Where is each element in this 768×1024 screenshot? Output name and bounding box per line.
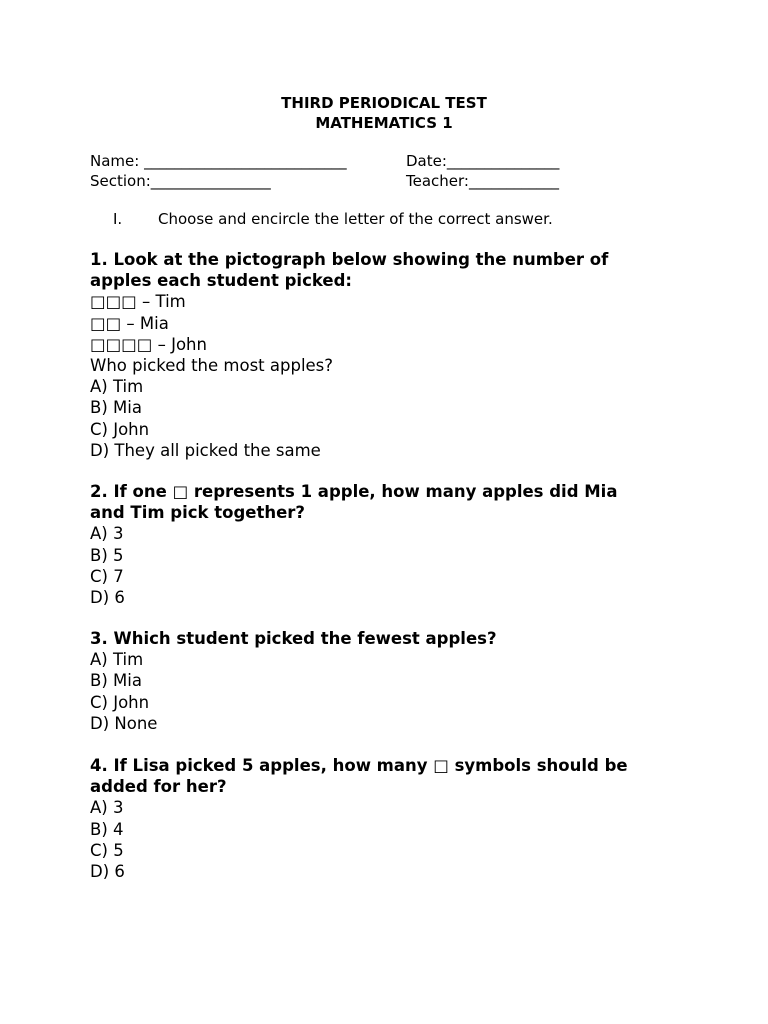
question-2 <box>90 481 680 608</box>
question-stem: 2. If one □ represents 1 apple, how many apples did Mia <box>90 482 618 501</box>
question-stem: 1. Look at the pictograph below showing the number of <box>90 250 609 269</box>
question-3 <box>90 628 680 734</box>
name-field: Name: ___________________________ <box>90 152 347 170</box>
choice-b: B) 4 <box>90 819 124 839</box>
section-field: Section:________________ <box>90 172 271 190</box>
pictograph-row-john: □□□□ – John <box>90 334 207 354</box>
choice-d: D) None <box>90 713 158 733</box>
pictograph-row-mia: □□ – Mia <box>90 313 169 333</box>
question-stem: 4. If Lisa picked 5 apples, how many □ symbols should be <box>90 756 628 775</box>
choice-c: C) John <box>90 419 150 439</box>
choice-b: B) Mia <box>90 398 142 418</box>
choice-b: B) Mia <box>90 671 142 691</box>
choice-a: A) 3 <box>90 524 124 544</box>
question-stem: apples each student picked: <box>90 271 352 291</box>
choice-a: A) Tim <box>90 377 144 397</box>
question-4 <box>90 755 680 882</box>
instruction-number: I. <box>113 210 123 228</box>
question-1 <box>90 249 680 461</box>
subject-title: MATHEMATICS 1 <box>315 114 453 132</box>
question-stem: 3. Which student picked the fewest apples? <box>90 629 497 648</box>
choice-b: B) 5 <box>90 545 124 565</box>
choice-c: C) John <box>90 692 150 712</box>
choice-d: D) 6 <box>90 862 125 882</box>
date-field: Date:_______________ <box>406 152 560 170</box>
choice-c: C) 5 <box>90 840 124 860</box>
question-prompt: Who picked the most apples? <box>90 356 334 376</box>
choice-a: A) 3 <box>90 798 124 818</box>
choice-c: C) 7 <box>90 566 124 586</box>
choice-d: D) 6 <box>90 588 125 608</box>
pictograph-row-tim: □□□ – Tim <box>90 292 186 312</box>
question-stem: and Tim pick together? <box>90 503 306 523</box>
question-stem: added for her? <box>90 777 227 797</box>
test-title: THIRD PERIODICAL TEST <box>281 94 487 112</box>
teacher-field: Teacher:____________ <box>406 172 559 190</box>
instruction-text: Choose and encircle the letter of the correct answer. <box>158 210 553 228</box>
choice-a: A) Tim <box>90 650 144 670</box>
choice-d: D) They all picked the same <box>90 440 321 460</box>
